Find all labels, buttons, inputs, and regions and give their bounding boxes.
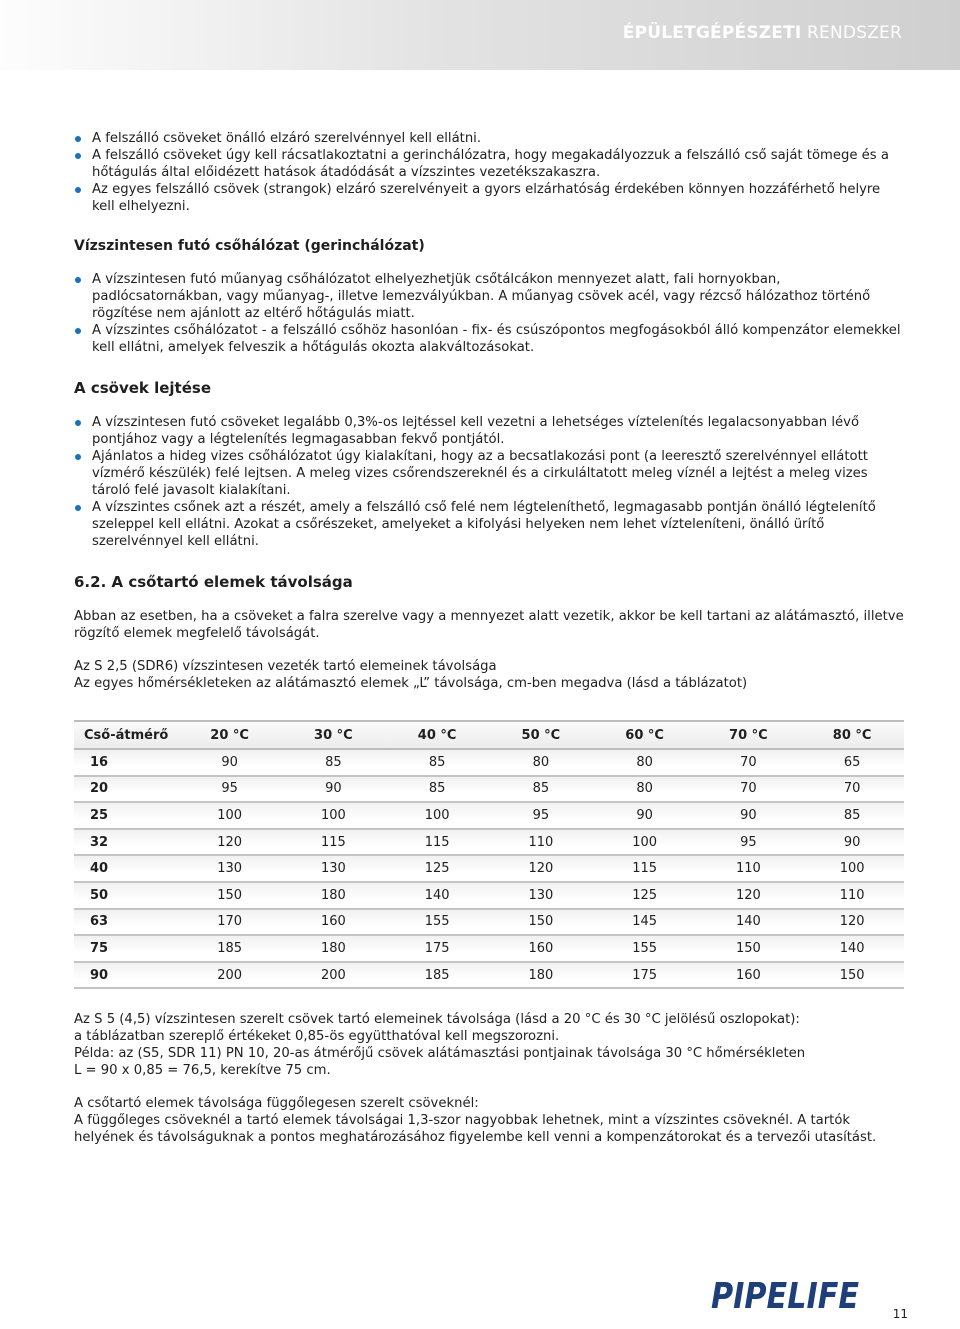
- table-cell-value: 180: [282, 935, 386, 962]
- table-cell-value: 90: [800, 829, 904, 856]
- table-cell-value: 95: [178, 776, 282, 803]
- table-row: [74, 882, 904, 909]
- table-cell-value: 150: [697, 935, 801, 962]
- table-header-cell: 70 °C: [697, 721, 801, 749]
- table-cell-value: 155: [593, 935, 697, 962]
- table-cell-value: 65: [800, 749, 904, 776]
- table-cell-value: 160: [489, 935, 593, 962]
- table-cell-value: 120: [489, 855, 593, 882]
- table-cell-value: 100: [800, 855, 904, 882]
- table-row: [74, 909, 904, 936]
- table-cell-diameter: 90: [74, 962, 178, 989]
- table-cell-value: 125: [593, 882, 697, 909]
- note-line: L = 90 x 0,85 = 76,5, kerekítve 75 cm.: [74, 1063, 331, 1079]
- table-cell-value: 100: [593, 829, 697, 856]
- list-item: Az egyes felszálló csövek (strangok) elzáró szerelvényeit a gyors elzárhatóság érdekében könnyen hozzáférhető helyre kell elhelyezni.: [74, 181, 904, 215]
- table-cell-value: 160: [282, 909, 386, 936]
- table-cell-value: 85: [489, 776, 593, 803]
- pipelife-logo: [711, 1268, 861, 1318]
- table-cell-value: 180: [282, 882, 386, 909]
- table-cell-value: 120: [800, 909, 904, 936]
- table-cell-value: 110: [800, 882, 904, 909]
- table-cell-value: 160: [697, 962, 801, 989]
- table-cell-value: 85: [800, 802, 904, 829]
- table-cell-value: 100: [385, 802, 489, 829]
- table-cell-value: 200: [178, 962, 282, 989]
- list-item: A vízszintesen futó csöveket legalább 0,3%-os lejtéssel kell vezetni a lehetséges víztelenítés legalacsonyabban lévő pontjához vagy a légtelenítés legmagasabban fekvő pontjától.: [74, 414, 904, 448]
- table-cell-value: 70: [800, 776, 904, 803]
- bullet-list-slope: [74, 414, 904, 550]
- table-cell-value: 110: [489, 829, 593, 856]
- table-cell-value: 130: [282, 855, 386, 882]
- table-cell-diameter: 20: [74, 776, 178, 803]
- table-header-cell: 30 °C: [282, 721, 386, 749]
- note-line: Példa: az (S5, SDR 11) PN 10, 20-as átmérőjű csövek alátámasztási pontjainak távolsága 30 °C hőmérsékleten: [74, 1046, 806, 1062]
- table-caption-1: Az S 2,5 (SDR6) vízszintesen vezeték tartó elemeinek távolsága: [74, 659, 497, 674]
- table-cell-value: 150: [489, 909, 593, 936]
- table-cell-value: 175: [593, 962, 697, 989]
- table-cell-value: 90: [178, 749, 282, 776]
- table-cell-diameter: 16: [74, 749, 178, 776]
- list-item: Ajánlatos a hideg vizes csőhálózatot úgy kialakítani, hogy az a becsatlakozási pont (a leeresztő szerelvénnyel ellátott vízmérő készülék) felé lejtsen. A meleg vizes csőrendszereknél és a cirkuláltatott meleg víznél a lejtést a meleg vizes tároló felé javasolt kialakítani.: [74, 448, 904, 499]
- table-cell-diameter: 40: [74, 855, 178, 882]
- header-title-light: RENDSZER: [807, 23, 902, 43]
- table-header-cell: 40 °C: [385, 721, 489, 749]
- section-heading-slope: A csövek lejtése: [74, 379, 212, 397]
- table-cell-value: 140: [697, 909, 801, 936]
- header-title-bold: ÉPÜLETGÉPÉSZETI: [622, 23, 802, 43]
- list-item: A felszálló csöveket önálló elzáró szerelvénnyel kell ellátni.: [74, 130, 904, 147]
- table-row: [74, 962, 904, 989]
- table-cell-value: 170: [178, 909, 282, 936]
- list-item: A felszálló csöveket úgy kell rácsatlakoztatni a gerinchálózatra, hogy megakadályozzuk a felszálló cső saját tömege és a hőtágulás által előidézett hatások átadódását a vízszintes vezetékszakaszra.: [74, 147, 904, 181]
- vertical-title: A csőtartó elemek távolsága függőlegesen szerelt csöveknél:: [74, 1096, 479, 1112]
- logo-text: PIPELIFE: [711, 1276, 860, 1317]
- table-cell-value: 115: [282, 829, 386, 856]
- table-header-cell: Cső-átmérő: [74, 721, 178, 749]
- section-heading-horizontal: Vízszintesen futó csőhálózat (gerinchálózat): [74, 238, 425, 254]
- table-cell-value: 150: [178, 882, 282, 909]
- table-cell-value: 85: [385, 776, 489, 803]
- table-cell-value: 120: [697, 882, 801, 909]
- table-cell-value: 185: [178, 935, 282, 962]
- support-spacing-table: [74, 720, 904, 989]
- note-line: Az S 5 (4,5) vízszintesen szerelt csövek tartó elemeinek távolsága (lásd a 20 °C és 30 °C jelölésű oszlopokat):: [74, 1012, 800, 1028]
- table-cell-value: 100: [282, 802, 386, 829]
- table-cell-value: 90: [593, 802, 697, 829]
- table-cell-diameter: 75: [74, 935, 178, 962]
- section-heading-support: 6.2. A csőtartó elemek távolsága: [74, 573, 353, 591]
- table-cell-value: 175: [385, 935, 489, 962]
- list-item: A vízszintesen futó műanyag csőhálózatot elhelyezhetjük csőtálcákon mennyezet alatt, fali hornyokban, padlócsatornákban, vagy műanyag-, illetve lemezvályúkban. A műanyag csövek acél, vagy rézcső hálózathoz történő rögzítése nem ajánlott az eltérő hőtágulás miatt.: [74, 271, 904, 322]
- table-cell-value: 80: [593, 776, 697, 803]
- list-item: A vízszintes csőnek azt a részét, amely a felszálló cső felé nem légteleníthető, legmagasabb pontján önálló légtelenítő szeleppel kell ellátni. Azokat a csőrészeket, amelyeket a kifolyási helyeken nem lehet vízteleníteni, önálló ürítő szerelvénnyel kell ellátni.: [74, 499, 904, 550]
- table-cell-value: 85: [385, 749, 489, 776]
- table-cell-value: 180: [489, 962, 593, 989]
- table-cell-value: 115: [385, 829, 489, 856]
- table-cell-value: 85: [282, 749, 386, 776]
- table-header-cell: 50 °C: [489, 721, 593, 749]
- page-content: [74, 130, 904, 1146]
- table-cell-value: 70: [697, 776, 801, 803]
- bullet-list-horizontal: [74, 271, 904, 356]
- table-cell-value: 95: [489, 802, 593, 829]
- table-cell-value: 200: [282, 962, 386, 989]
- table-cell-value: 90: [282, 776, 386, 803]
- table-cell-value: 95: [697, 829, 801, 856]
- table-header-cell: 20 °C: [178, 721, 282, 749]
- table-cell-value: 140: [800, 935, 904, 962]
- table-cell-diameter: 25: [74, 802, 178, 829]
- table-cell-value: 130: [178, 855, 282, 882]
- table-cell-value: 150: [800, 962, 904, 989]
- table-row: [74, 749, 904, 776]
- bullet-list-top: [74, 130, 904, 215]
- table-cell-value: 115: [593, 855, 697, 882]
- table-cell-value: 80: [593, 749, 697, 776]
- table-cell-diameter: 50: [74, 882, 178, 909]
- header-title: [623, 25, 902, 42]
- table-cell-value: 145: [593, 909, 697, 936]
- table-cell-value: 70: [697, 749, 801, 776]
- table-cell-diameter: 32: [74, 829, 178, 856]
- list-item: A vízszintes csőhálózatot - a felszálló csőhöz hasonlóan - fix- és csúszópontos megfogásokból álló kompenzátor elemekkel kell ellátni, amelyek felveszik a hőtágulás okozta alakváltozásokat.: [74, 322, 904, 356]
- table-row: [74, 776, 904, 803]
- table-row: [74, 829, 904, 856]
- page-number: 11: [892, 1307, 908, 1321]
- table-header-cell: 60 °C: [593, 721, 697, 749]
- table-cell-value: 185: [385, 962, 489, 989]
- table-row: [74, 935, 904, 962]
- table-cell-value: 125: [385, 855, 489, 882]
- support-intro: Abban az esetben, ha a csöveket a falra szerelve vagy a mennyezet alatt vezetik, akkor be kell tartani az alátámasztó, illetve rögzítő elemek megfelelő távolságát.: [74, 609, 904, 641]
- table-row: [74, 802, 904, 829]
- header-bar: [0, 0, 960, 70]
- table-cell-value: 130: [489, 882, 593, 909]
- table-cell-value: 140: [385, 882, 489, 909]
- table-header-row: [74, 721, 904, 749]
- table-row: [74, 855, 904, 882]
- table-cell-value: 110: [697, 855, 801, 882]
- table-cell-value: 90: [697, 802, 801, 829]
- note-line: a táblázatban szereplő értékeket 0,85-ös együtthatóval kell megszorozni.: [74, 1029, 560, 1045]
- table-header-cell: 80 °C: [800, 721, 904, 749]
- vertical-text: A függőleges csöveknél a tartó elemek távolságai 1,3-szor nagyobbak lehetnek, mint a vízszintes csöveknél. A tartók helyének és távolságuknak a pontos meghatározásához figyelembe kell venni a kompenzátorokat és a tervezői utasítást.: [74, 1113, 877, 1146]
- table-cell-value: 100: [178, 802, 282, 829]
- table-caption-2: Az egyes hőmérsékleteken az alátámasztó elemek „L” távolsága, cm-ben megadva (lásd a táblázatot): [74, 676, 748, 691]
- table-cell-diameter: 63: [74, 909, 178, 936]
- table-cell-value: 155: [385, 909, 489, 936]
- table-body: [74, 749, 904, 988]
- table-cell-value: 80: [489, 749, 593, 776]
- table-cell-value: 120: [178, 829, 282, 856]
